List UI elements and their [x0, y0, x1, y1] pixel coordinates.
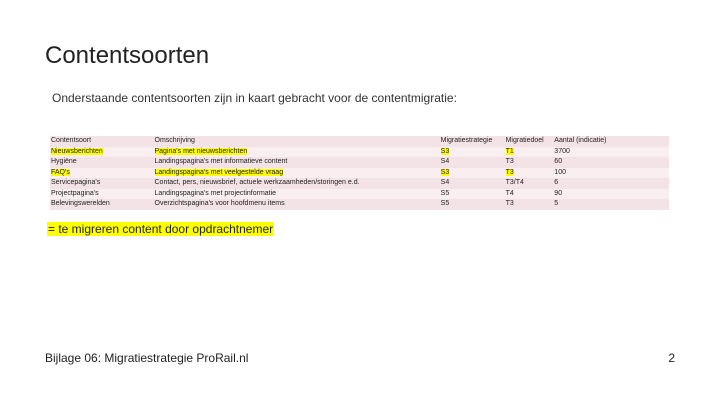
table-cell-text: 100 — [554, 168, 566, 176]
table-cell — [50, 178, 154, 189]
table-cell-text: Nieuwsberichten — [51, 147, 103, 155]
table-cell — [440, 157, 505, 168]
table-cell — [50, 199, 154, 210]
table-cell-text: S4 — [440, 158, 450, 165]
table-cell — [50, 168, 154, 179]
table-cell — [505, 157, 554, 168]
table-cell — [440, 168, 505, 179]
table-cell — [553, 199, 669, 210]
table-cell-text: T1 — [505, 147, 514, 155]
table-cell-text: T3 — [505, 158, 514, 165]
table-cell-text: S3 — [440, 147, 450, 155]
table-cell — [440, 147, 505, 158]
table-cell-text: T4 — [505, 189, 514, 197]
table-cell — [50, 147, 154, 158]
table-cell-text: 5 — [554, 200, 559, 207]
table-cell — [505, 147, 554, 158]
table-cell — [154, 189, 440, 200]
table-cell-text: Landingspagina's met veelgestelde vraag — [154, 168, 284, 176]
table-cell-text: Projectpagina's — [51, 189, 99, 197]
table-cell — [505, 178, 554, 189]
table-cell — [154, 168, 440, 179]
table-row — [50, 168, 669, 179]
table-cell-text: S3 — [440, 168, 450, 176]
table-cell — [505, 199, 554, 210]
table-cell-text: Belevingswerelden — [51, 200, 110, 207]
table-cell — [553, 147, 669, 158]
table-cell — [440, 199, 505, 210]
page-title: Contentsoorten — [45, 42, 210, 69]
table-header-row — [50, 136, 669, 147]
table-cell-text: Pagina's met nieuwsberichten — [154, 147, 248, 155]
table-cell-text: Hygiëne — [51, 158, 77, 165]
table-cell-text: T3/T4 — [505, 179, 524, 186]
table-cell-text: Landingspagina's met informatieve content — [154, 158, 288, 165]
table-cell-text: T3 — [505, 168, 514, 176]
content-types-table — [50, 136, 669, 210]
table-header-cell: Contentsoort — [50, 136, 154, 147]
highlight-legend: = te migreren content door opdrachtnemer — [48, 222, 274, 236]
table-cell-text: Landingspagina's met projectinformatie — [154, 189, 277, 197]
table-header-cell: Migratiestrategie — [440, 136, 505, 147]
table-row — [50, 189, 669, 200]
table-cell — [154, 178, 440, 189]
table-row — [50, 178, 669, 189]
table-cell — [553, 157, 669, 168]
table-cell-text: S4 — [440, 179, 450, 186]
table-cell-text: S5 — [440, 189, 450, 197]
table-cell-text: T3 — [505, 200, 514, 207]
table-cell-text: 90 — [554, 189, 563, 197]
table-cell — [154, 157, 440, 168]
table-cell — [553, 178, 669, 189]
table-cell-text: S5 — [440, 200, 450, 207]
table-header-cell: Migratiedoel — [505, 136, 554, 147]
table-header-cell: Omschrijving — [154, 136, 440, 147]
table-row — [50, 147, 669, 158]
table-cell-text: Contact, pers, nieuwsbrief, actuele werkzaamheden/storingen e.d. — [154, 179, 360, 186]
table-row — [50, 157, 669, 168]
table-cell — [154, 199, 440, 210]
table-cell-text: Servicepagina's — [51, 179, 101, 186]
table-cell — [50, 157, 154, 168]
table-cell-text: 60 — [554, 158, 563, 165]
table-cell — [154, 147, 440, 158]
footer-text: Bijlage 06: Migratiestrategie ProRail.nl — [45, 351, 249, 365]
table-header-cell: Aantal (indicatie) — [553, 136, 669, 147]
table-cell — [505, 168, 554, 179]
table-cell-text: Overzichtspagina's voor hoofdmenu items — [154, 200, 285, 207]
table-cell — [505, 189, 554, 200]
table-cell-text: FAQ's — [51, 168, 70, 176]
table-cell — [50, 189, 154, 200]
table-cell — [553, 189, 669, 200]
table-cell — [553, 168, 669, 179]
intro-text: Onderstaande contentsoorten zijn in kaart gebracht voor de contentmigratie: — [52, 91, 457, 105]
table-cell-text: 6 — [554, 179, 559, 186]
table-cell — [440, 178, 505, 189]
page-number: 2 — [668, 351, 675, 365]
table-cell-text: 3700 — [554, 147, 570, 155]
table-row — [50, 199, 669, 210]
table-cell — [440, 189, 505, 200]
